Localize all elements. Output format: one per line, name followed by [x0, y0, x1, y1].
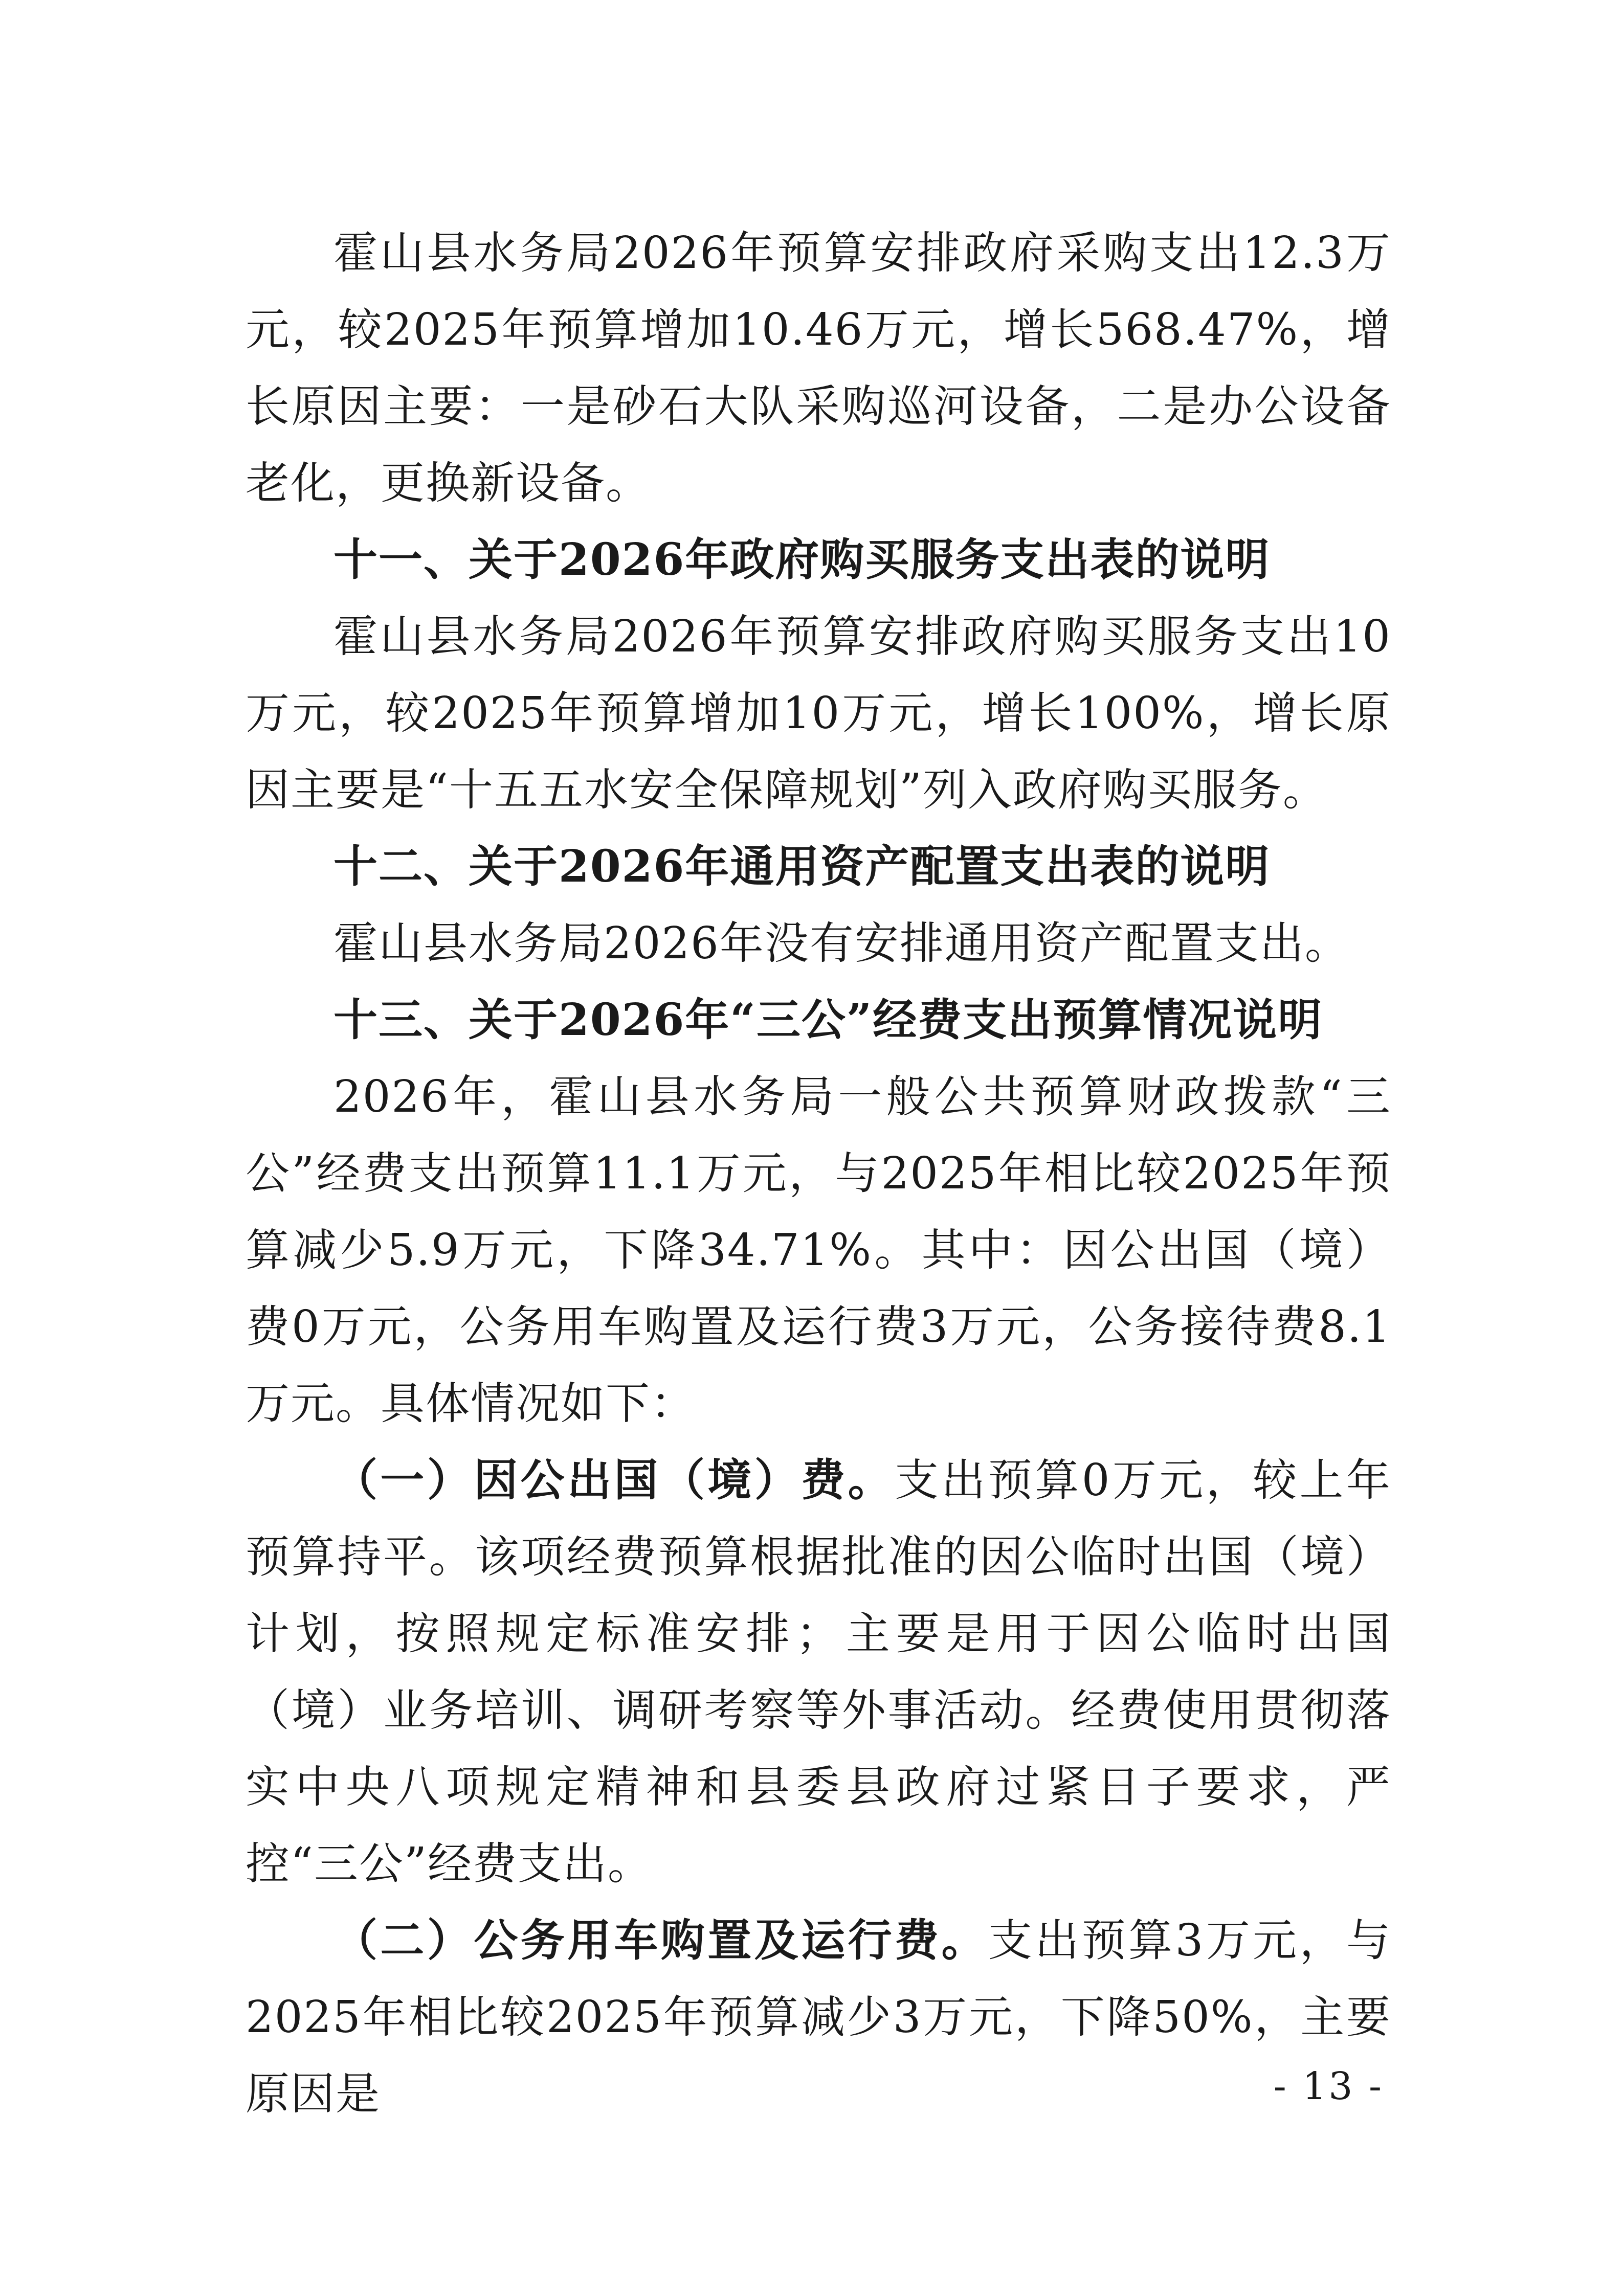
- three-public-expenses-paragraph: 2026年，霍山县水务局一般公共预算财政拨款“三公”经费支出预算11.1万元，与2025年相比较2025年预算减少5.9万元，下降34.71%。其中：因公出国（境）费0万元，公务用车购置及运行费3万元，公务接待费8.1万元。具体情况如下：: [246, 1071, 1391, 1429]
- official-vehicle-text: 支出预算3万元，与2025年相比较2025年预算减少3万元，下降50%，主要原因是: [246, 1915, 1391, 2120]
- procurement-paragraph: 霍山县水务局2026年预算安排政府采购支出12.3万元，较2025年预算增加10.46万元，增长568.47%，增长原因主要：一是砂石大队采购巡河设备，二是办公设备老化，更换新设备。: [246, 228, 1391, 509]
- official-vehicle-subheading: （二）公务用车购置及运行费。: [333, 1915, 988, 1966]
- section-heading-11: 十一、关于2026年政府购买服务支出表的说明: [333, 534, 1271, 586]
- overseas-travel-paragraph: [246, 1442, 1391, 1902]
- asset-allocation-paragraph: 霍山县水务局2026年没有安排通用资产配置支出。: [333, 918, 1350, 969]
- overseas-travel-text: 支出预算0万元，较上年预算持平。该项经费预算根据批准的因公临时出国（境）计划，按照规定标准安排；主要是用于因公临时出国（境）业务培训、调研考察等外事活动。经费使用贯彻落实中央八项规定精神和县委县政府过紧日子要求，严控“三公”经费支出。: [246, 1455, 1391, 1889]
- section-heading-13: 十三、关于2026年“三公”经费支出预算情况说明: [333, 994, 1323, 1046]
- overseas-travel-subheading: （一）因公出国（境）费。: [333, 1454, 895, 1506]
- purchase-services-paragraph: 霍山县水务局2026年预算安排政府购买服务支出10万元，较2025年预算增加10万元，增长100%，增长原因主要是“十五五水安全保障规划”列入政府购买服务。: [246, 611, 1391, 816]
- official-vehicle-paragraph: [246, 1902, 1391, 2132]
- document-body: [246, 215, 1391, 2132]
- page-number: - 13 -: [1273, 2064, 1384, 2108]
- section-heading-12: 十二、关于2026年通用资产配置支出表的说明: [333, 841, 1271, 892]
